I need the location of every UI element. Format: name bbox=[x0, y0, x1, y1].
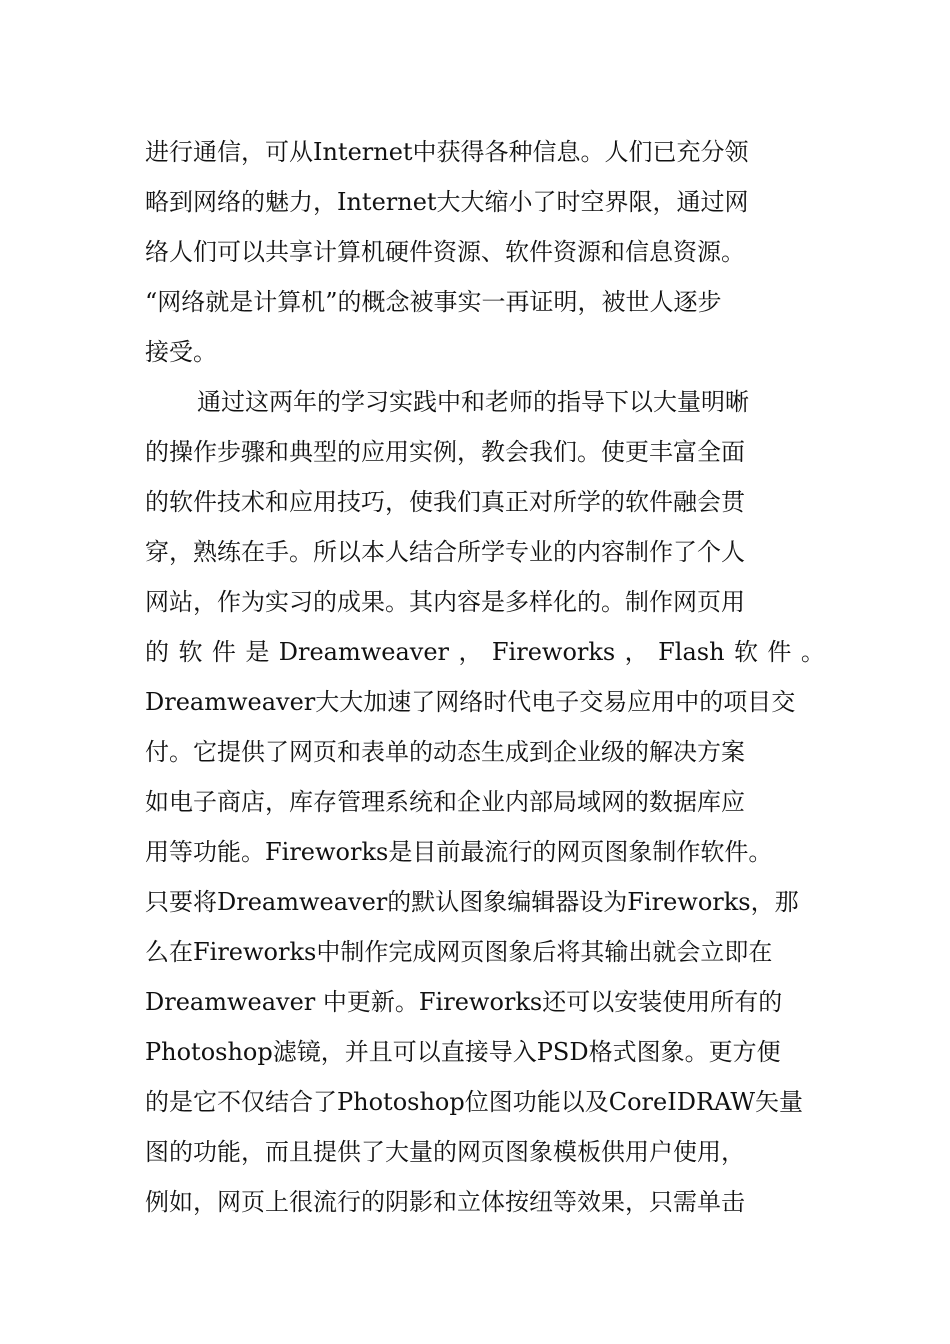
text-line: Photoshop滤镜，并且可以直接导入PSD格式图象。更方便 bbox=[145, 1038, 781, 1066]
word: 软 bbox=[178, 638, 203, 666]
text-line: Dreamweaver大大加速了网络时代电子交易应用中的项目交 bbox=[145, 688, 796, 716]
word: ， bbox=[624, 638, 649, 666]
text-line: 络人们可以共享计算机硬件资源、软件资源和信息资源。 bbox=[145, 238, 745, 266]
text-line: 的软件技术和应用技巧，使我们真正对所学的软件融会贯 bbox=[145, 488, 745, 516]
word: 件 bbox=[211, 638, 236, 666]
word: 的 bbox=[145, 638, 169, 666]
text-line: 例如，网页上很流行的阴影和立体按纽等效果，只需单击 bbox=[145, 1188, 745, 1216]
text-line: 如电子商店，库存管理系统和企业内部局域网的数据库应 bbox=[145, 788, 745, 816]
word: 件 bbox=[767, 638, 792, 666]
word: 软 bbox=[733, 638, 758, 666]
word: 是 bbox=[245, 638, 270, 666]
text-line: 图的功能，而且提供了大量的网页图象模板供用户使用， bbox=[145, 1138, 745, 1166]
text-line: 只要将Dreamweaver的默认图象编辑器设为Fireworks，那 bbox=[145, 888, 799, 916]
text-line: 的操作步骤和典型的应用实例，教会我们。使更丰富全面 bbox=[145, 438, 745, 466]
text-line: 用等功能。Fireworks是目前最流行的网页图象制作软件。 bbox=[145, 838, 773, 866]
word: ， bbox=[458, 638, 483, 666]
text-line: 穿，熟练在手。所以本人结合所学专业的内容制作了个人 bbox=[145, 538, 745, 566]
text-line: 么在Fireworks中制作完成网页图象后将其输出就会立即在 bbox=[145, 938, 773, 966]
word: Fireworks bbox=[491, 638, 616, 666]
text-line: 进行通信，可从Internet中获得各种信息。人们已充分领 bbox=[145, 138, 749, 166]
word: Flash bbox=[658, 638, 725, 666]
text-line: 接受。 bbox=[145, 338, 217, 366]
text-line: 略到网络的魅力，Internet大大缩小了时空界限，通过网 bbox=[145, 188, 749, 216]
word: Dreamweaver bbox=[278, 638, 450, 666]
word: 。 bbox=[800, 638, 825, 666]
text-line: Dreamweaver 中更新。Fireworks还可以安装使用所有的 bbox=[145, 988, 783, 1016]
document-page bbox=[145, 127, 825, 1227]
justified-text-line bbox=[145, 627, 825, 677]
text-line: “网络就是计算机”的概念被事实一再证明，被世人逐步 bbox=[145, 288, 722, 316]
text-line: 付。它提供了网页和表单的动态生成到企业级的解决方案 bbox=[145, 738, 745, 766]
text-line: 的是它不仅结合了Photoshop位图功能以及CoreIDRAW矢量 bbox=[145, 1088, 804, 1116]
paragraph-first-line: 通过这两年的学习实践中和老师的指导下以大量明晰 bbox=[197, 388, 749, 416]
text-line: 网站，作为实习的成果。其内容是多样化的。制作网页用 bbox=[145, 588, 745, 616]
